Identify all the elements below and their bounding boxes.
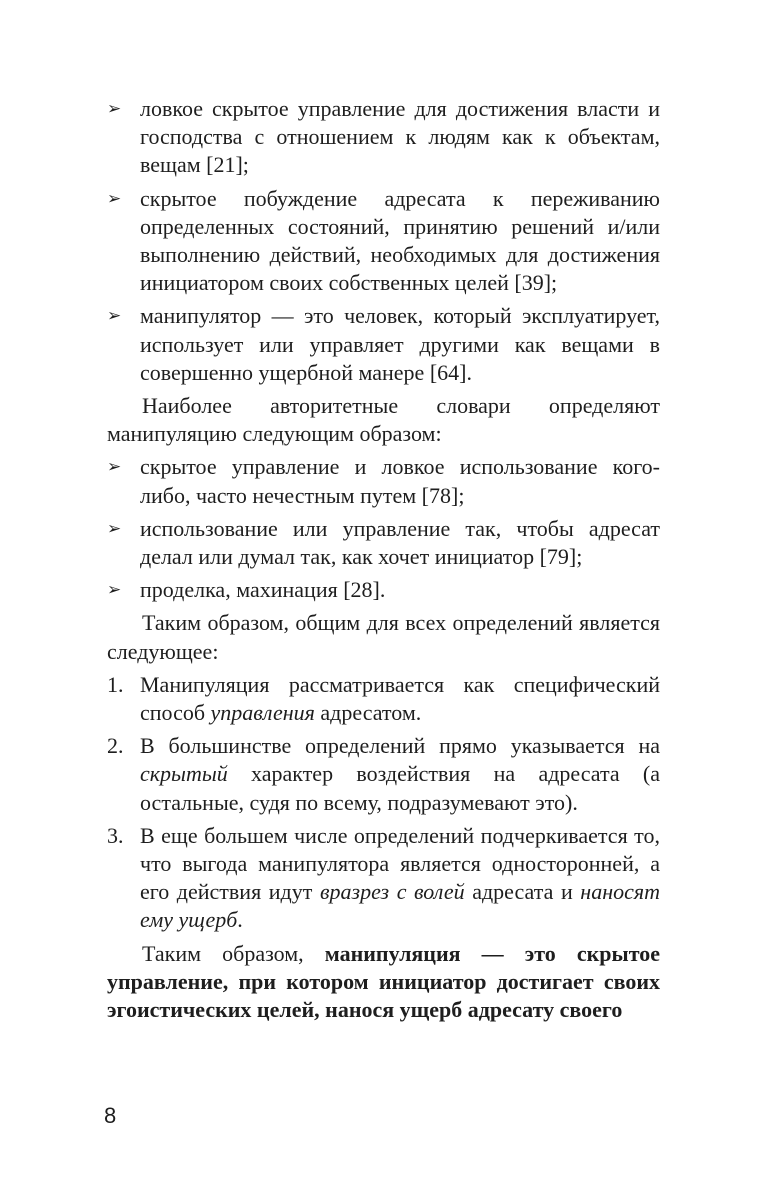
text-run: В еще большем числе определений подчеркивается то, что выгода манипулятора является односторонней, а его действия идут bbox=[140, 822, 660, 905]
paragraph-dictionaries: Наиболее авторитетные словари определяют манипуляцию следующим образом: bbox=[107, 393, 660, 447]
list-item-text: скрытое побуждение адресата к переживанию определенных состояний, принятию решений и/или выполнению действий, необходимых для достижения инициатором своих собственных целей [39]; bbox=[140, 185, 660, 296]
list-item bbox=[107, 453, 660, 509]
bullet-arrow-icon: ➢ bbox=[107, 518, 122, 539]
bullet-arrow-icon: ➢ bbox=[107, 99, 122, 119]
italic-run: наносят ему ущерб bbox=[140, 879, 661, 933]
text-run: адресата и bbox=[464, 879, 581, 905]
text-run: характер воздействия на адресата (а остальные, судя по всему, подразумевают это). bbox=[140, 761, 660, 815]
list-item bbox=[107, 302, 660, 387]
numbered-item bbox=[107, 822, 660, 935]
paragraph-conclusion bbox=[107, 940, 660, 1025]
list-item bbox=[107, 185, 660, 298]
numbered-item-text bbox=[140, 671, 660, 727]
list-item-text: проделка, махинация [28]. bbox=[140, 577, 386, 603]
item-number: 2. bbox=[107, 733, 124, 759]
bullet-arrow-icon: ➢ bbox=[107, 306, 122, 327]
text-run: адресатом. bbox=[314, 700, 422, 726]
text-run: Манипуляция рассматривается как специфический способ bbox=[140, 671, 660, 726]
text-run: . bbox=[237, 907, 243, 933]
bullet-arrow-icon: ➢ bbox=[107, 188, 122, 209]
italic-run: скрытый bbox=[140, 761, 228, 787]
list-item-text: скрытое управление и ловкое использование кого-либо, часто нечестным путем [78]; bbox=[140, 454, 660, 508]
italic-run: управления bbox=[210, 700, 315, 726]
list-item bbox=[107, 515, 660, 571]
item-number: 3. bbox=[107, 822, 124, 848]
numbered-item-text bbox=[140, 822, 660, 935]
page-number: 8 bbox=[104, 1103, 117, 1128]
numbered-item bbox=[107, 671, 660, 727]
text-run: В большинстве определений прямо указывается на bbox=[140, 733, 660, 759]
bullet-list-2 bbox=[107, 453, 660, 604]
list-item-text: манипулятор — это человек, который эксплуатирует, использует или управляет другими как вещами в совершенно ущербной манере [64]. bbox=[140, 303, 660, 385]
list-item bbox=[107, 95, 660, 180]
list-item-text: использование или управление так, чтобы адресат делал или думал так, как хочет инициатор [79]; bbox=[140, 515, 660, 570]
list-item-text: ловкое скрытое управление для достижения власти и господства с отношением к людям как к объектам, вещам [21]; bbox=[140, 96, 660, 178]
bold-definition: манипуляция — это скрытое управление, при котором инициатор достигает своих эгоистических целей, нанося ущерб адресату своего bbox=[107, 940, 660, 1023]
numbered-list bbox=[107, 671, 660, 935]
paragraph-common: Таким образом, общим для всех определений является следующее: bbox=[107, 610, 660, 664]
numbered-item bbox=[107, 732, 660, 817]
numbered-item-text bbox=[140, 732, 660, 817]
text-run: Таким образом, bbox=[142, 940, 325, 966]
list-item bbox=[107, 576, 660, 604]
bullet-list-1 bbox=[107, 95, 660, 387]
italic-run: вразрез с волей bbox=[319, 879, 465, 905]
bullet-arrow-icon: ➢ bbox=[107, 457, 122, 478]
item-number: 1. bbox=[107, 671, 124, 697]
page-body bbox=[107, 95, 660, 1029]
bullet-arrow-icon: ➢ bbox=[107, 580, 122, 601]
